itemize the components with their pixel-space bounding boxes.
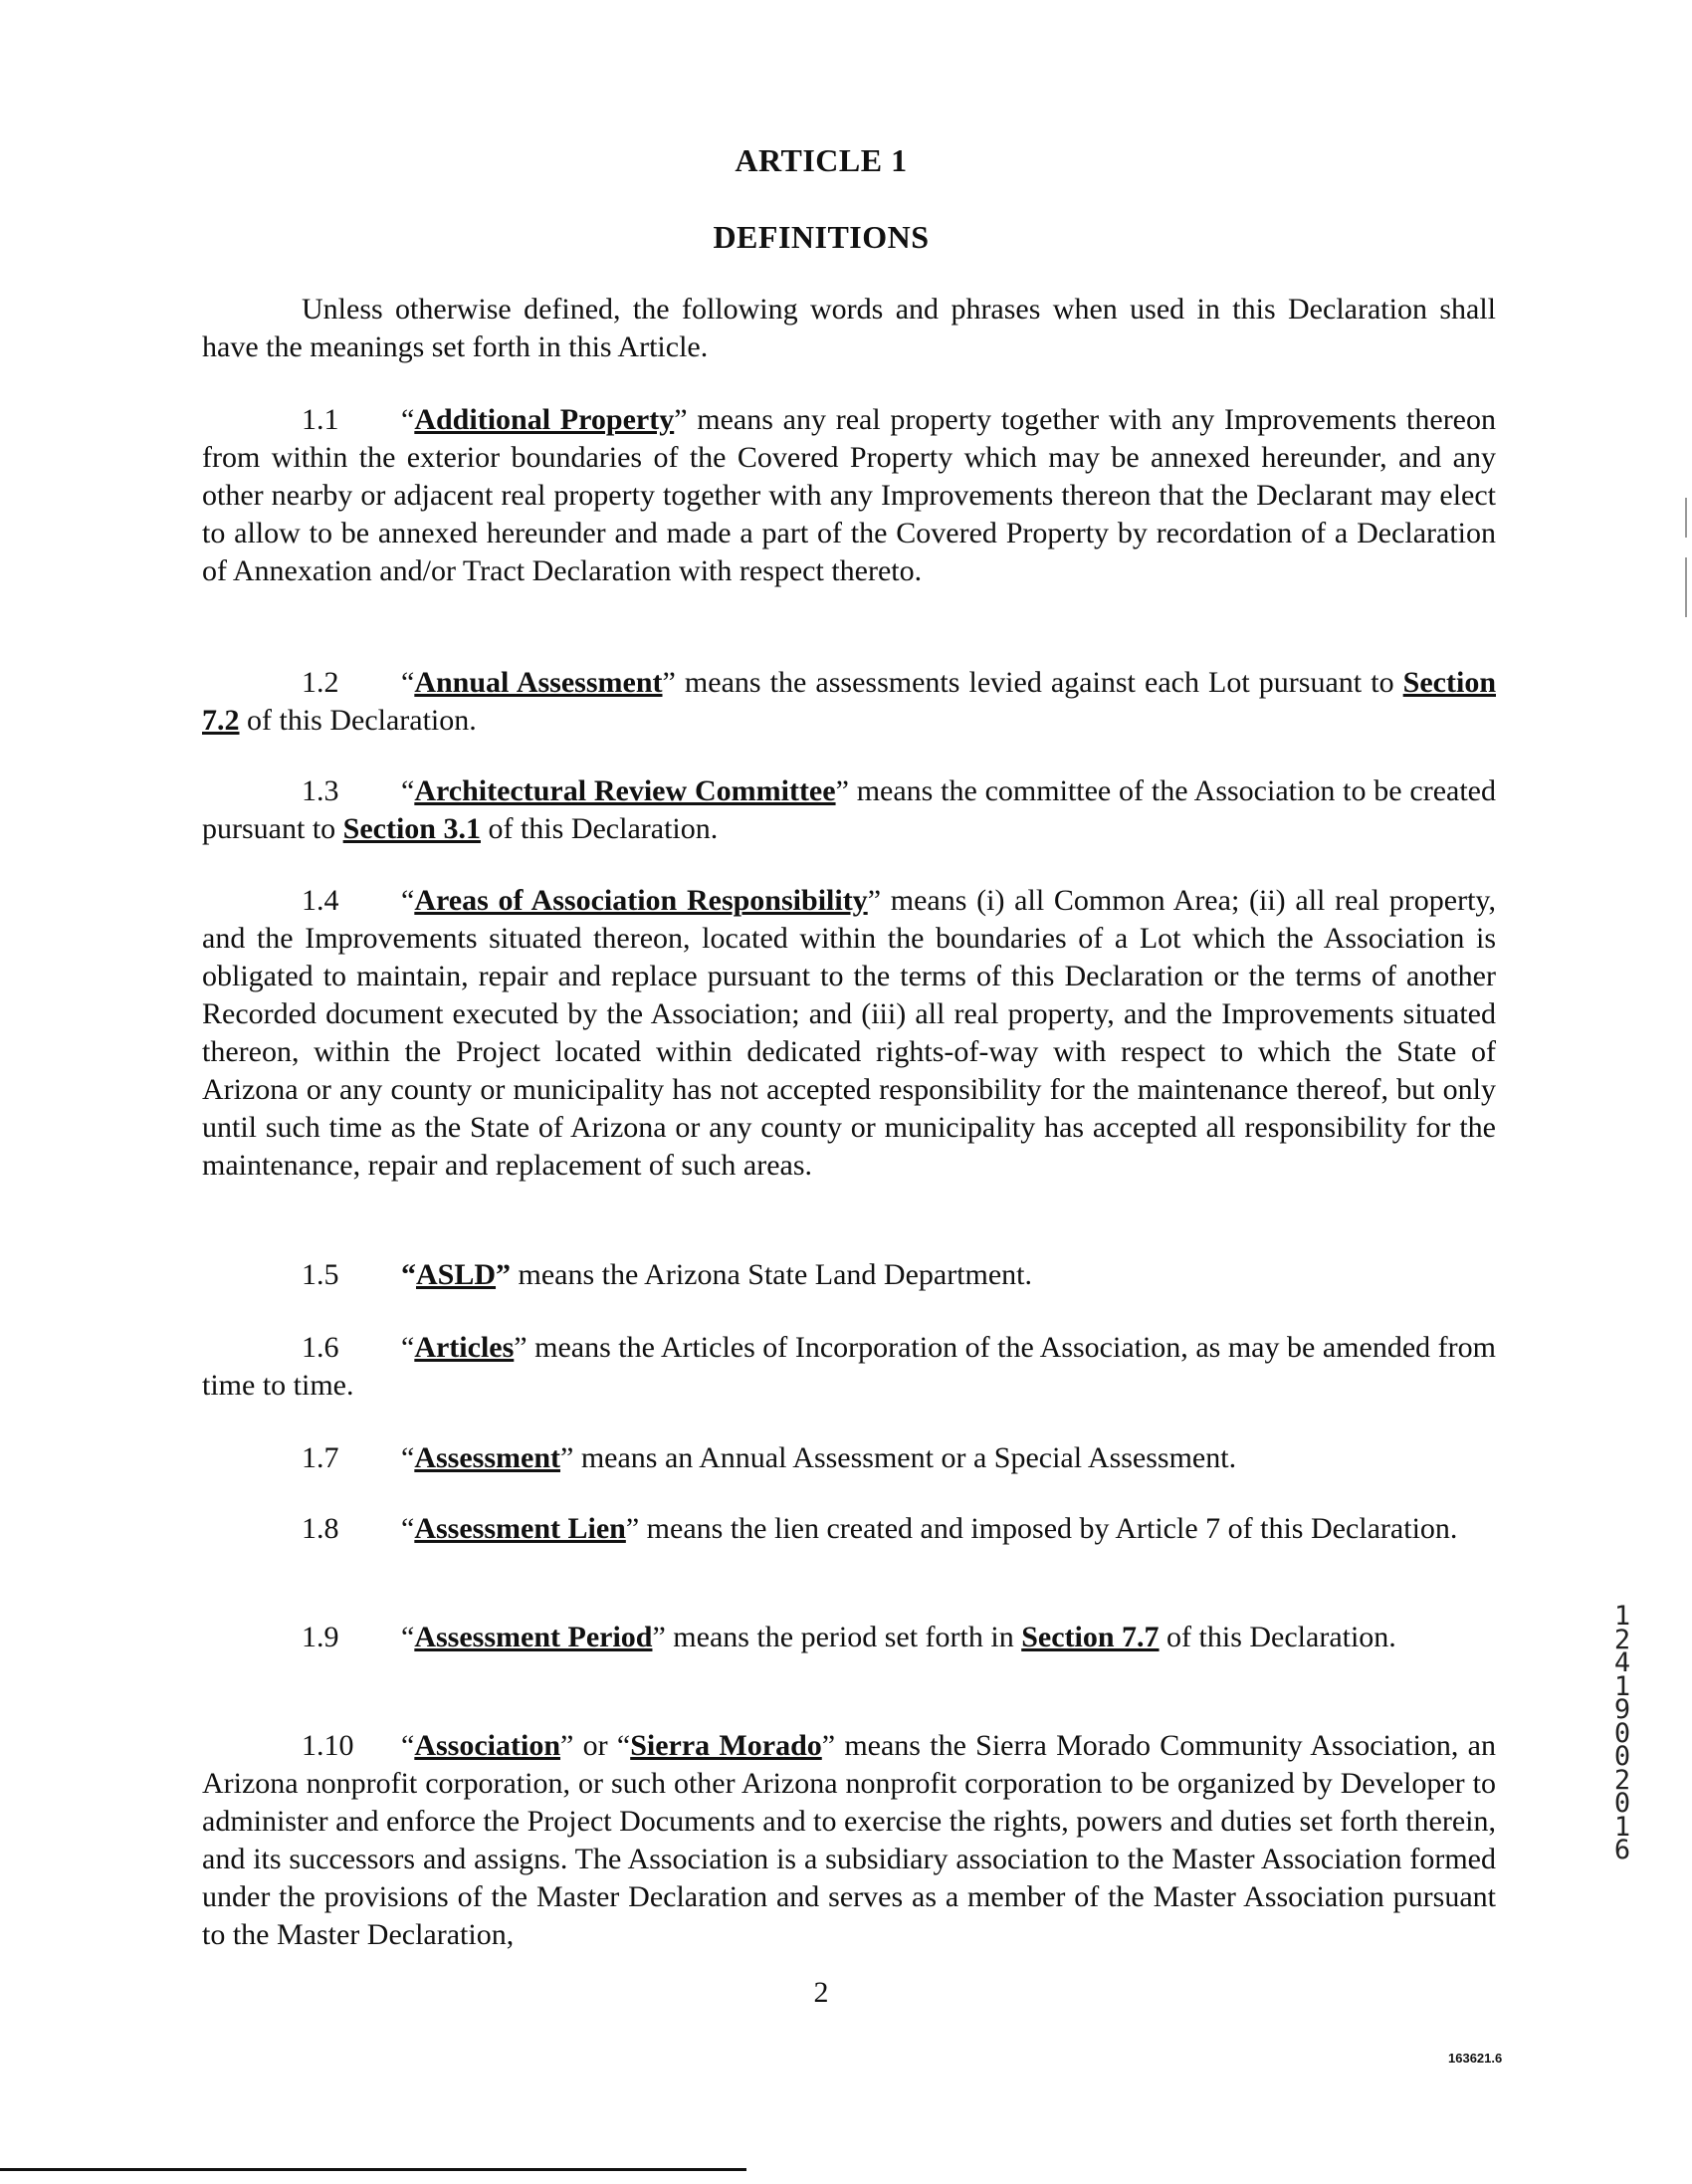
definition-1-3: 1.3 “Architectural Review Committee” means the committee of the Association to be created pursuant to Section 3.1 of this Declaration. [202,774,1496,845]
article-number: ARTICLE 1 [735,142,908,178]
section-reference: Section 7.2 [202,666,1496,737]
def-number: 1.6 [302,1331,339,1364]
def-text: means the Articles of Incorporation of the Association, as may be amended from time to time. [202,1331,1496,1402]
def-text: means any real property together with any Improvements thereon from within the exterior boundaries of the Covered Property which may be annexed hereunder, and any other nearby or adjacent real property together with any Improvements thereon that the Declarant may elect to allow to be annexed hereunder and made a part of the Covered Property by recordation of a Declaration of Annexation and/or Tract Declaration with respect thereto. [202,403,1496,587]
def-text: means the committee of the Association to be created pursuant to [202,774,1496,845]
scan-edge-mark [1685,557,1687,617]
definition-1-2: 1.2 “Annual Assessment” means the assessments levied against each Lot pursuant to Section 7.2 of this Declaration. [202,666,1496,737]
def-text: means the Arizona State Land Department. [511,1258,1033,1291]
definition-1-6: 1.6 “Articles” means the Articles of Incorporation of the Association, as may be amended from time to time. [202,1331,1496,1402]
bottom-rule [0,2168,746,2171]
def-number: 1.4 [302,884,339,917]
document-id: 163621.6 [1448,2051,1503,2066]
def-text-tail: of this Declaration. [480,812,719,845]
def-text: means the period set forth in [665,1621,1022,1653]
defined-term: Additional Property [414,403,675,436]
def-number: 1.10 [302,1729,354,1762]
def-text: means the lien created and imposed by Article 7 of this Declaration. [639,1512,1458,1545]
defined-term: ASLD [416,1258,497,1291]
def-number: 1.8 [302,1512,339,1545]
def-number: 1.1 [302,403,339,436]
section-reference: Section 3.1 [342,812,481,845]
defined-term: Assessment Period [414,1621,653,1653]
def-connector: or [573,1729,617,1762]
defined-term: Architectural Review Committee [414,774,836,807]
defined-term: Association [414,1729,561,1762]
def-number: 1.7 [302,1441,339,1474]
def-text: means the assessments levied against each Lot pursuant to [675,666,1403,699]
defined-term: Articles [414,1331,515,1364]
def-number: 1.2 [302,666,339,699]
defined-term: Sierra Morado [630,1729,822,1762]
def-number: 1.3 [302,774,339,807]
def-text-tail: of this Declaration. [1159,1621,1396,1653]
article-title: DEFINITIONS [713,219,930,255]
definition-1-7: 1.7 “Assessment” means an Annual Assessment or a Special Assessment. [202,1439,1496,1477]
def-text-tail: of this Declaration. [239,704,477,737]
def-number: 1.9 [302,1621,339,1653]
definition-1-1: 1.1 “Additional Property” means any real property together with any Improvements thereon from within the exterior boundaries of the Covered Property which may be annexed hereunder, and any other nearby or adjacent real property together with any Improvements thereon that the Declarant may elect to allow to be annexed hereunder and made a part of the Covered Property by recordation of a Declaration of Annexation and/or Tract Declaration with respect thereto. [202,403,1496,587]
definition-1-8: 1.8 “Assessment Lien” means the lien created and imposed by Article 7 of this Declaration. [202,1510,1496,1548]
definition-1-9: 1.9 “Assessment Period” means the period set forth in Section 7.7 of this Declaration. [202,1619,1496,1656]
def-text: means an Annual Assessment or a Special Assessment. [573,1441,1237,1474]
def-number: 1.5 [302,1258,339,1291]
definition-1-10: 1.10 “Association” or “Sierra Morado” means the Sierra Morado Community Association, an Arizona nonprofit corporation, or such other Arizona nonprofit corporation to be organized by Developer to administer and enforce the Project Documents and to exercise the rights, powers and duties set forth therein, and its successors and assigns. The Association is a subsidiary association to the Master Association formed under the provisions of the Master Declaration and serves as a member of the Master Association pursuant to the Master Declaration, [202,1729,1496,1951]
defined-term: Areas of Association Responsibility [414,884,868,917]
scan-edge-mark [1685,498,1687,538]
defined-term: Assessment Lien [414,1512,626,1545]
def-text: means the Sierra Morado Community Association, an Arizona nonprofit corporation, or such other Arizona nonprofit corporation to be organized by Developer to administer and enforce the Project Documents and to exercise the rights, powers and duties set forth therein, and its successors and assigns. The Association is a subsidiary association to the Master Association formed under the provisions of the Master Declaration and serves as a member of the Master Association pursuant to the Master Declaration, [202,1729,1496,1951]
definition-1-4: 1.4 “Areas of Association Responsibility” means (i) all Common Area; (ii) all real property, and the Improvements situated thereon, located within the boundaries of a Lot which the Association is obligated to maintain, repair and replace pursuant to the terms of this Declaration or the terms of another Recorded document executed by the Association; and (iii) all real property, and the Improvements situated thereon, within the Project located within dedicated rights-of-way with respect to which the State of Arizona or any county or municipality has not accepted responsibility for the maintenance thereof, but only until such time as the State of Arizona or any county or municipality has accepted all responsibility for the maintenance, repair and replacement of such areas. [202,884,1496,1182]
recording-stamp: 124190 02016 [1613,1601,1631,1865]
page-number: 2 [813,1976,829,2009]
section-reference: Section 7.7 [1021,1621,1160,1653]
intro-paragraph: Unless otherwise defined, the following words and phrases when used in this Declaration shall have the meanings set forth in this Article. [202,293,1496,363]
def-text: means (i) all Common Area; (ii) all real property, and the Improvements situated thereon, located within the boundaries of a Lot which the Association is obligated to maintain, repair and replace pursuant to the terms of this Declaration or the terms of another Recorded document executed by the Association; and (iii) all real property, and the Improvements situated thereon, within the Project located within dedicated rights-of-way with respect to which the State of Arizona or any county or municipality has not accepted responsibility for the maintenance thereof, but only until such time as the State of Arizona or any county or municipality has accepted all responsibility for the maintenance, repair and replacement of such areas. [202,884,1496,1182]
defined-term: Assessment [414,1441,560,1474]
defined-term: Annual Assessment [414,666,663,699]
definition-1-5: 1.5 “ASLD” means the Arizona State Land Department. [202,1256,1496,1294]
